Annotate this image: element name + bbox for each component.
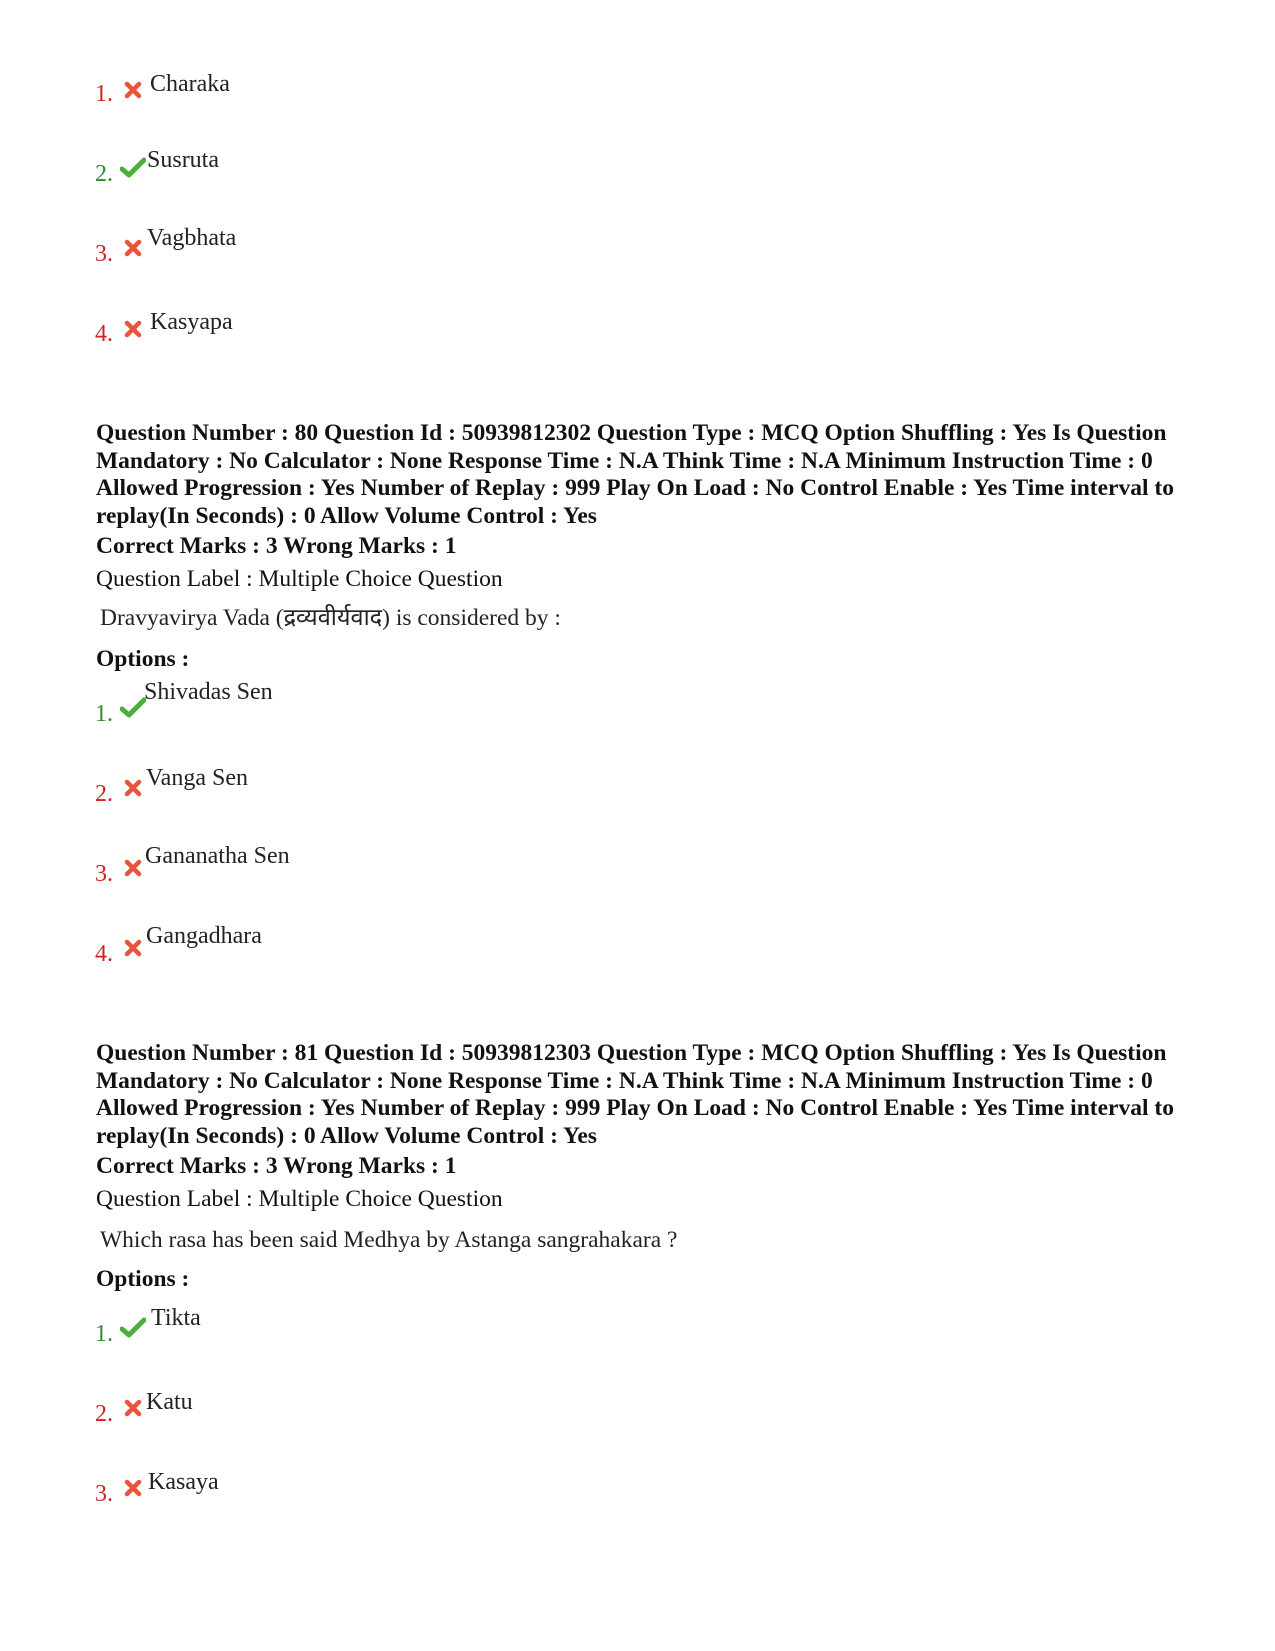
option-text: Tikta	[151, 1305, 201, 1331]
option-text: Vanga Sen	[146, 765, 248, 791]
question-marks: Correct Marks : 3 Wrong Marks : 1	[96, 1153, 457, 1179]
q80-option-4	[0, 923, 1000, 992]
cross-icon	[120, 236, 146, 260]
option-number: 1.	[95, 81, 113, 107]
cross-icon	[120, 776, 146, 800]
cross-icon	[120, 1476, 146, 1500]
option-text: Gangadhara	[146, 923, 262, 949]
option-text: Kasaya	[148, 1469, 219, 1495]
question-meta: Question Number : 80 Question Id : 50939812302 Question Type : MCQ Option Shuffling : Yes Is Question Mandatory : No Calculator : None Response Time : N.A Think Time : N.A Minimum Instruction Time : 0 Allowed Progression : Yes Number of Replay : 999 Play On Load : No Control Enable : Yes Time interval to replay(In Seconds) : 0 Allow Volume Control : Yes	[96, 420, 1174, 529]
question-text: Which rasa has been said Medhya by Astanga sangrahakara ?	[100, 1227, 678, 1253]
cross-icon	[120, 78, 146, 102]
prev-option-2	[0, 147, 1000, 210]
prev-option-1	[0, 72, 1000, 132]
question-meta: Question Number : 81 Question Id : 50939812303 Question Type : MCQ Option Shuffling : Yes Is Question Mandatory : No Calculator : None Response Time : N.A Think Time : N.A Minimum Instruction Time : 0 Allowed Progression : Yes Number of Replay : 999 Play On Load : No Control Enable : Yes Time interval to replay(In Seconds) : 0 Allow Volume Control : Yes	[96, 1040, 1174, 1149]
cross-icon	[120, 856, 146, 880]
question-text: Dravyavirya Vada (द्रव्यवीर्यवाद) is considered by :	[100, 605, 561, 631]
question-marks: Correct Marks : 3 Wrong Marks : 1	[96, 533, 457, 559]
question-label: Question Label : Multiple Choice Question	[96, 1186, 503, 1212]
prev-option-4	[0, 309, 1000, 372]
options-heading: Options :	[96, 1266, 190, 1292]
cross-icon	[120, 1396, 146, 1420]
q80-option-1	[0, 679, 1000, 752]
q81-option-2	[0, 1389, 1000, 1452]
check-icon	[120, 1316, 146, 1340]
option-text: Katu	[146, 1389, 193, 1415]
question-label: Question Label : Multiple Choice Question	[96, 566, 503, 592]
option-number: 2.	[95, 161, 113, 187]
option-number: 3.	[95, 861, 113, 887]
option-text: Gananatha Sen	[145, 843, 290, 869]
q81-option-1	[0, 1305, 1000, 1372]
check-icon	[120, 696, 146, 720]
option-number: 2.	[95, 781, 113, 807]
option-text: Charaka	[150, 71, 230, 97]
option-text: Shivadas Sen	[144, 679, 273, 705]
option-text: Kasyapa	[150, 309, 233, 335]
option-number: 3.	[95, 241, 113, 267]
cross-icon	[120, 936, 146, 960]
option-number: 4.	[95, 941, 113, 967]
q81-option-3	[0, 1469, 1000, 1532]
prev-option-3	[0, 225, 1000, 290]
options-heading: Options :	[96, 646, 190, 672]
option-number: 1.	[95, 701, 113, 727]
check-icon	[120, 156, 146, 180]
option-number: 4.	[95, 321, 113, 347]
option-number: 3.	[95, 1481, 113, 1507]
option-number: 2.	[95, 1401, 113, 1427]
q80-option-2	[0, 765, 1000, 832]
option-text: Susruta	[147, 147, 219, 173]
option-text: Vagbhata	[147, 225, 237, 251]
option-number: 1.	[95, 1321, 113, 1347]
cross-icon	[120, 317, 146, 341]
q80-option-3	[0, 843, 1000, 912]
